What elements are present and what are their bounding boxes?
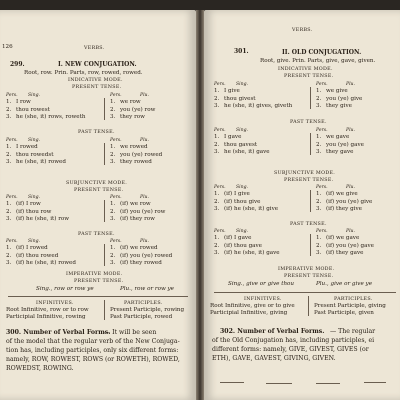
row-number: 1. [6, 99, 12, 105]
participle-present: Present Participle, rowing [110, 307, 185, 313]
row-number: 1. [110, 99, 116, 105]
paragraph-line: tion has, including participles, only six different forms: [6, 347, 179, 354]
row-number: 1. [6, 201, 12, 207]
right-page [204, 10, 400, 400]
tense-heading: PRESENT TENSE. [74, 279, 124, 284]
tense-heading: PAST TENSE. [78, 232, 115, 237]
plural-form: you (ye) rowed [120, 151, 163, 158]
row-number: 2. [6, 252, 12, 259]
column-header-plural: Plu. [140, 93, 149, 98]
divider [310, 133, 311, 155]
singular-form: I gave [224, 134, 242, 140]
plural-form: we rowed [120, 144, 148, 150]
column-header-person: Pers. [6, 239, 18, 244]
row-number: 2. [316, 198, 322, 205]
plural-form: (if) you (ye) gave [326, 242, 374, 249]
infinitive-root: Root Infinitive, row or to row [6, 307, 89, 313]
divider [310, 190, 311, 212]
row-number: 1. [214, 134, 220, 140]
singular-form: I row [16, 99, 31, 105]
plural-form: they row [120, 114, 145, 120]
row-number: 3. [214, 149, 220, 155]
mode-heading: SUBJUNCTIVE MODE. [66, 181, 128, 186]
plural-form: (if) you (ye) row [120, 208, 166, 215]
plural-form: they rowed [120, 159, 152, 165]
participle-past: Past Participle, given [314, 310, 374, 316]
book-gutter [196, 10, 204, 400]
paragraph-line: — The regular [330, 328, 376, 335]
paragraph-line: namely, ROW, ROWEST, ROWS (or ROWETH), ROWED, [6, 356, 180, 363]
column-header-singular: Sing. [28, 93, 40, 98]
singular-form: he (she, it) gave [224, 149, 270, 155]
row-number: 2. [6, 151, 12, 158]
singular-form: he (she, it) rows, roweth [16, 114, 86, 120]
row-number: 3. [214, 206, 220, 212]
row-number: 1. [316, 191, 322, 197]
row-number: 1. [6, 245, 12, 251]
section-number: 301. [234, 48, 249, 55]
tense-heading: PAST TENSE. [78, 130, 115, 135]
singular-form: thou rowedst [16, 151, 54, 158]
mode-heading: IMPERATIVE MODE. [66, 272, 123, 277]
row-number: 3. [6, 114, 12, 120]
row-number: 1. [110, 245, 116, 251]
singular-form: (if) I gave [224, 235, 252, 241]
running-head: VERBS. [84, 46, 105, 51]
imperative-plural: Plu., row or row ye [120, 286, 174, 292]
divider [104, 98, 105, 120]
column-header-singular: Sing. [28, 195, 40, 200]
ink-mark [266, 383, 292, 384]
mode-heading: INDICATIVE MODE. [68, 78, 123, 83]
row-number: 3. [110, 260, 116, 266]
plural-form: you (ye) row [120, 106, 156, 113]
plural-form: (if) they row [120, 216, 155, 222]
divider [8, 296, 188, 297]
mode-heading: IMPERATIVE MODE. [278, 267, 335, 272]
singular-form: (if) I give [224, 191, 250, 197]
row-number: 3. [110, 114, 116, 120]
column-header-plural: Plu. [346, 229, 355, 234]
column-header-plural: Plu. [346, 185, 355, 190]
singular-form: (if) I row [16, 201, 41, 207]
column-header-plural: Plu. [346, 128, 355, 133]
column-header-person: Pers. [214, 128, 226, 133]
running-head: VERBS. [292, 28, 313, 33]
plural-form: you (ye) give [326, 95, 363, 102]
principal-parts: Root, row. Prin. Parts, row, rowed, rowed. [24, 70, 143, 76]
row-number: 1. [214, 235, 220, 241]
singular-form: I rowed [16, 144, 38, 150]
tense-heading: PRESENT TENSE. [284, 74, 334, 79]
column-header-plural: Plu. [140, 195, 149, 200]
plural-form: they gave [326, 149, 354, 155]
row-number: 1. [316, 235, 322, 241]
column-header-person: Pers. [316, 82, 328, 87]
paragraph-line: ETH), GAVE, GAVEST, GIVING, GIVEN. [212, 355, 336, 362]
tense-heading: PAST TENSE. [290, 222, 327, 227]
column-header-plural: Plu. [140, 138, 149, 143]
row-number: 2. [214, 198, 220, 205]
row-number: 3. [316, 206, 322, 212]
imperative-plural: Plu., give or give ye [316, 281, 373, 287]
singular-form: (if) he (she, it) give [224, 206, 279, 212]
row-number: 1. [110, 201, 116, 207]
plural-form: (if) we row [120, 201, 151, 207]
divider [308, 296, 309, 316]
column-header-person: Pers. [316, 185, 328, 190]
column-header-singular: Sing. [236, 229, 248, 234]
column-header-person: Pers. [214, 229, 226, 234]
imperative-singular: Sing., give or give thou [228, 281, 295, 287]
tense-heading: PRESENT TENSE. [284, 274, 334, 279]
plural-form: (if) they gave [326, 250, 364, 256]
row-number: 2. [316, 242, 322, 249]
infinitive-participial: Participial Infinitive, giving [210, 310, 288, 316]
row-number: 3. [6, 216, 12, 222]
singular-form: thou givest [224, 95, 256, 102]
row-number: 2. [110, 208, 116, 215]
plural-form: we gave [326, 134, 350, 140]
singular-form: (if) he (she, it) rowed [16, 260, 76, 266]
singular-form: (if) I rowed [16, 245, 48, 251]
row-number: 2. [316, 141, 322, 148]
plural-form: (if) you (ye) give [326, 198, 373, 205]
plural-form: (if) we rowed [120, 245, 158, 251]
column-header-person: Pers. [6, 93, 18, 98]
row-number: 2. [6, 106, 12, 113]
column-header-singular: Sing. [28, 138, 40, 143]
singular-form: he (she, it) gives, giveth [224, 103, 293, 109]
row-number: 3. [6, 159, 12, 165]
column-header-person: Pers. [316, 128, 328, 133]
imperative-singular: Sing., row or row ye [36, 286, 94, 292]
column-header-singular: Sing. [236, 185, 248, 190]
plural-form: (if) they rowed [120, 260, 162, 266]
paragraph-heading: 300. Number of Verbal Forms. [6, 329, 111, 336]
row-number: 2. [214, 95, 220, 102]
divider [310, 234, 311, 256]
column-header-person: Pers. [214, 82, 226, 87]
column-header-person: Pers. [110, 195, 122, 200]
plural-form: you (ye) gave [326, 141, 364, 148]
paragraph-line: — It will be seen [104, 329, 157, 336]
participle-past: Past Participle, rowed [110, 314, 173, 320]
row-number: 3. [316, 250, 322, 256]
row-number: 3. [110, 159, 116, 165]
column-header-singular: Sing. [236, 128, 248, 133]
row-number: 2. [6, 208, 12, 215]
divider [104, 244, 105, 266]
column-header-plural: Plu. [346, 82, 355, 87]
singular-form: thou rowest [16, 106, 50, 113]
participles-heading: PARTICIPLES. [124, 301, 163, 306]
ink-mark [364, 382, 386, 383]
row-number: 2. [110, 252, 116, 259]
paragraph-line: ROWEDST, ROWING. [6, 365, 74, 372]
left-page [0, 10, 196, 400]
ink-mark [220, 382, 244, 383]
singular-form: thou gavest [224, 141, 258, 148]
divider [214, 292, 396, 293]
section-title: I. NEW CONJUGATION. [58, 61, 137, 68]
row-number: 3. [214, 250, 220, 256]
section-title: II. OLD CONJUGATION. [282, 49, 362, 56]
row-number: 1. [214, 191, 220, 197]
singular-form: (if) he (she, it) gave [224, 250, 280, 256]
column-header-person: Pers. [6, 195, 18, 200]
singular-form: (if) thou gave [224, 242, 262, 249]
plural-form: we give [326, 88, 348, 94]
row-number: 1. [6, 144, 12, 150]
singular-form: I give [224, 88, 240, 94]
row-number: 1. [214, 88, 220, 94]
participles-heading: PARTICIPLES. [334, 297, 373, 302]
mode-heading: INDICATIVE MODE. [278, 67, 333, 72]
section-number: 299. [10, 61, 25, 68]
principal-parts: Root, give. Prin. Parts, give, gave, given. [260, 58, 376, 64]
row-number: 2. [214, 242, 220, 249]
infinitive-root: Root Infinitive, give or to give [210, 303, 295, 309]
column-header-person: Pers. [110, 138, 122, 143]
paragraph-line: of the model that the regular verb of the New Conjuga- [6, 338, 180, 345]
mode-heading: SUBJUNCTIVE MODE. [274, 171, 336, 176]
row-number: 2. [316, 95, 322, 102]
row-number: 3. [316, 149, 322, 155]
paragraph-line: different forms: namely, GIVE, GIVEST, GIVES (or [212, 346, 369, 353]
row-number: 3. [6, 260, 12, 266]
column-header-plural: Plu. [140, 239, 149, 244]
row-number: 3. [110, 216, 116, 222]
divider [104, 143, 105, 165]
divider [104, 200, 105, 222]
tense-heading: PRESENT TENSE. [74, 188, 124, 193]
row-number: 2. [110, 151, 116, 158]
column-header-person: Pers. [110, 239, 122, 244]
singular-form: (if) thou rowed [16, 252, 59, 259]
plural-form: (if) we gave [326, 235, 360, 241]
row-number: 1. [316, 134, 322, 140]
plural-form: we row [120, 99, 141, 105]
page-number: 126 [2, 44, 13, 50]
column-header-person: Pers. [110, 93, 122, 98]
column-header-person: Pers. [6, 138, 18, 143]
ink-mark [316, 383, 340, 384]
tense-heading: PAST TENSE. [290, 120, 327, 125]
singular-form: (if) thou give [224, 198, 261, 205]
plural-form: (if) we give [326, 191, 358, 197]
column-header-person: Pers. [316, 229, 328, 234]
column-header-person: Pers. [214, 185, 226, 190]
divider [104, 300, 105, 320]
column-header-singular: Sing. [28, 239, 40, 244]
infinitive-participial: Participial Infinitive, rowing [6, 314, 86, 320]
tense-heading: PRESENT TENSE. [284, 178, 334, 183]
column-header-singular: Sing. [236, 82, 248, 87]
singular-form: he (she, it) rowed [16, 159, 66, 165]
plural-form: they give [326, 103, 352, 109]
participle-present: Present Participle, giving [314, 303, 386, 309]
plural-form: (if) you (ye) rowed [120, 252, 173, 259]
plural-form: (if) they give [326, 206, 362, 212]
row-number: 2. [214, 141, 220, 148]
divider [310, 87, 311, 109]
infinitives-heading: INFINITIVES. [36, 301, 74, 306]
row-number: 3. [214, 103, 220, 109]
row-number: 3. [316, 103, 322, 109]
row-number: 1. [316, 88, 322, 94]
singular-form: (if) thou row [16, 208, 52, 215]
infinitives-heading: INFINITIVES. [244, 297, 282, 302]
row-number: 1. [110, 144, 116, 150]
tense-heading: PRESENT TENSE. [72, 85, 122, 90]
paragraph-heading: 302. Number of Verbal Forms. [220, 328, 325, 335]
row-number: 2. [110, 106, 116, 113]
singular-form: (if) he (she, it) row [16, 216, 70, 222]
paragraph-line: of the Old Conjugation has, including participles, ei [212, 337, 375, 344]
